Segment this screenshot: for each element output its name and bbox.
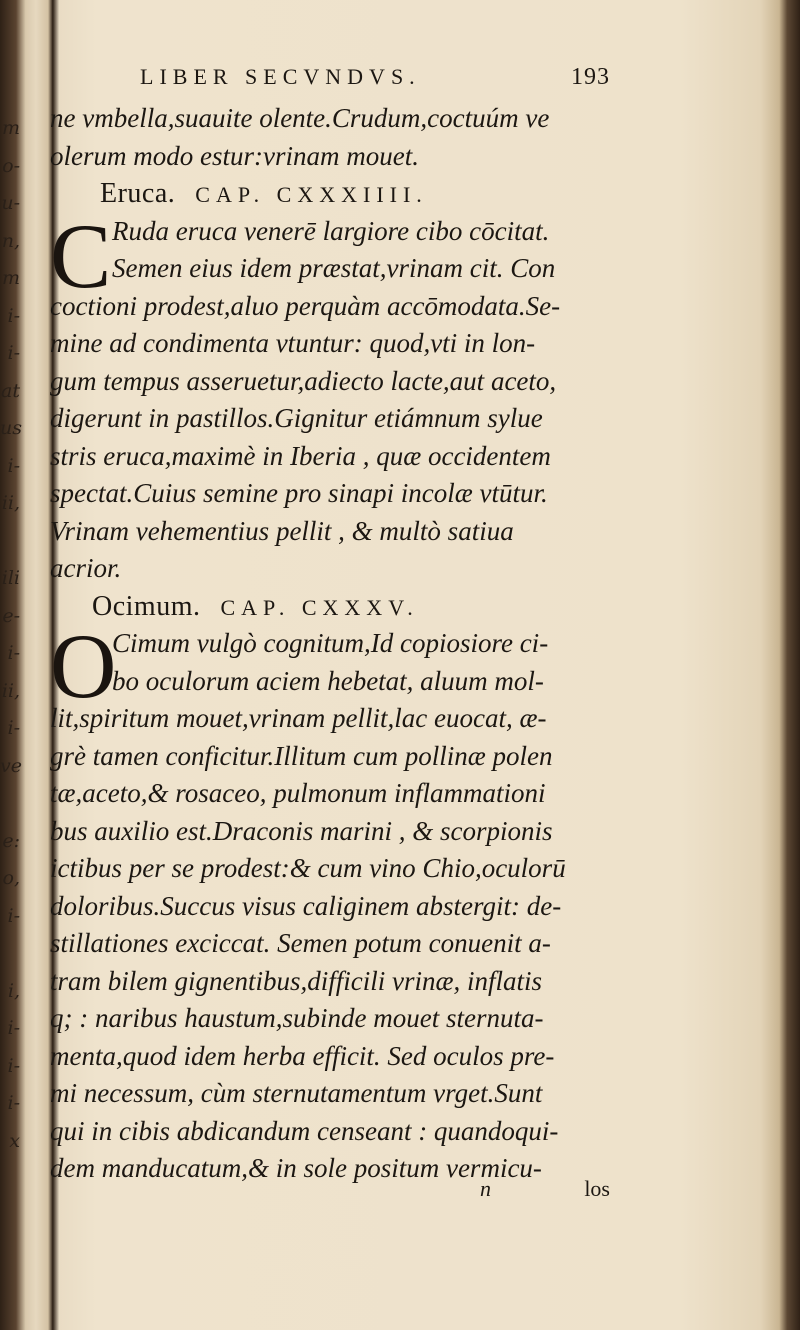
- catchword: n: [480, 1176, 491, 1201]
- section-body-eruca: [50, 204, 610, 588]
- facing-page-fragment: ili: [1, 567, 20, 589]
- facing-page-fragment: e:: [2, 829, 20, 852]
- facing-page-fragment: u-: [1, 192, 20, 214]
- text-line: q; : naribus haustum,subinde mouet sternuta-: [50, 1003, 544, 1033]
- facing-page-fragment: m: [1, 267, 20, 289]
- facing-page-fragment: e-: [2, 604, 20, 627]
- running-head: [140, 62, 610, 102]
- chapter-number: CAP. CXXXV.: [220, 594, 419, 620]
- section-heading-eruca: [50, 175, 610, 213]
- facing-page-fragment: [0, 523, 20, 561]
- facing-page-fragment: i,: [7, 979, 20, 1002]
- facing-page-fragment: at: [1, 379, 20, 402]
- text-line: tæ,aceto,& rosaceo, pulmonum inflammationi: [50, 778, 546, 808]
- text-line: Cimum vulgò cognitum,Id copiosiore ci-: [112, 628, 549, 658]
- facing-page-fragment: i-: [7, 342, 20, 364]
- text-line: bus auxilio est.Draconis marini , & scorpionis: [50, 815, 553, 846]
- facing-page-fragments: [0, 110, 20, 1190]
- text-line: dem manducatum,& in sole positum vermicu-: [50, 1153, 542, 1183]
- page-number: 193: [571, 64, 610, 90]
- facing-page-fragment: i-: [7, 1054, 20, 1077]
- text-line: menta,quod idem herba efficit. Sed oculos pre-: [50, 1040, 555, 1071]
- facing-page-fragment: ve: [0, 754, 22, 777]
- text-line: lit,spiritum mouet,vrinam pellit,lac euocat, æ-: [50, 703, 547, 733]
- facing-page-fragment: i-: [7, 1017, 20, 1039]
- text-line: ictibus per se prodest:& cum vino Chio,oculorū: [50, 853, 566, 883]
- facing-page-fragment: i-: [7, 904, 20, 927]
- text-line: stris eruca,maximè in Iberia , quæ occidentem: [50, 440, 551, 471]
- facing-page-fragment: [0, 785, 20, 823]
- text-line: mine ad condimenta vtuntur: quod,vti in lon-: [50, 328, 536, 358]
- text-line: spectat.Cuius semine pro sinapi incolæ vtūtur.: [50, 478, 548, 508]
- text-line: Ruda eruca venerē largiore cibo cōcitat.: [112, 215, 550, 246]
- text-line: bo oculorum aciem hebetat, aluum mol-: [112, 665, 544, 696]
- text-line: Vrinam vehementius pellit , & multò satiua: [50, 515, 514, 546]
- facing-page-fragment: i-: [7, 717, 20, 739]
- text-line: gum tempus asseruetur,adiecto lacte,aut aceto,: [50, 365, 557, 396]
- text-body: [50, 100, 610, 1188]
- chapter-number: CAP. CXXXIIII.: [195, 182, 428, 207]
- facing-page-fragment: o-: [2, 154, 20, 177]
- drop-cap: C: [50, 204, 112, 307]
- text-line: grè tamen conficitur.Illitum cum pollinæ polen: [50, 740, 553, 771]
- text-line: olerum modo estur:vrinam mouet.: [50, 140, 419, 171]
- section-heading-ocimum: [50, 588, 610, 626]
- next-page-catchword: los: [584, 1176, 610, 1201]
- facing-page-fragment: i-: [7, 1092, 20, 1114]
- section-title: Ocimum.: [92, 590, 201, 622]
- facing-page-fragment: m: [1, 117, 20, 139]
- text-line: doloribus.Succus visus caliginem abstergit: de-: [50, 890, 562, 921]
- facing-page-fragment: i-: [7, 642, 20, 664]
- facing-page-fragment: x: [9, 1129, 20, 1152]
- text-line: coctioni prodest,aluo perquàm accōmodata.Se-: [50, 290, 561, 321]
- facing-page-fragment: [0, 935, 20, 973]
- facing-page-fragment: o,: [2, 867, 20, 889]
- facing-page-fragment: i-: [7, 304, 20, 327]
- text-line: qui in cibis abdicandum censeant : quandoqui-: [50, 1115, 559, 1146]
- text-line: acrior.: [50, 553, 122, 583]
- facing-page-fragment: i-: [7, 454, 20, 477]
- text-line: digerunt in pastillos.Gignitur etiámnum sylue: [50, 403, 543, 433]
- text-line: tram bilem gignentibus,difficili vrinæ, inflatis: [50, 965, 542, 996]
- text-line: mi necessum, cùm sternutamentum vrget.Sunt: [50, 1078, 543, 1108]
- section-body-ocimum: [50, 615, 610, 1188]
- facing-page-fragment: us: [0, 417, 22, 439]
- facing-page-fragment: ii,: [1, 679, 20, 702]
- text-line: Semen eius idem præstat,vrinam cit. Con: [112, 253, 556, 283]
- section-title: Eruca.: [100, 178, 176, 209]
- drop-cap: O: [50, 615, 117, 717]
- facing-page-fragment: ii,: [1, 492, 20, 514]
- running-head-title: LIBER SECVNDVS.: [140, 64, 421, 89]
- facing-page-fragment: n,: [1, 229, 20, 252]
- catchword-line: [470, 1176, 610, 1214]
- text-line: stillationes exciccat. Semen potum conuenit a-: [50, 928, 551, 958]
- text-line: ne vmbella,suauite olente.Crudum,coctuúm ve: [50, 103, 550, 133]
